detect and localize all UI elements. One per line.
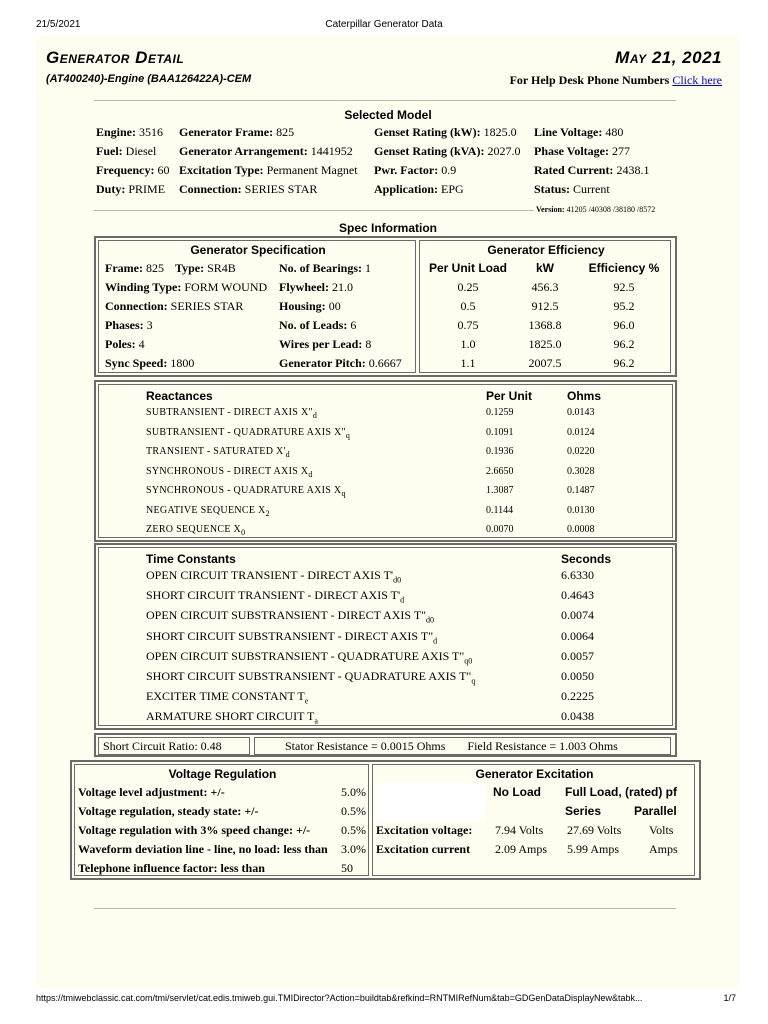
field-label: Frequency: [96,163,155,177]
field-value: 1 [365,261,371,275]
gen-eff-cell: 95.2 [613,299,635,313]
field-label: Application: [374,182,439,196]
time-constant-seconds: 0.0057 [561,648,594,663]
exc-col-full-load: Full Load, (rated) pf [565,785,677,799]
field-label: Genset Rating (kVA): [374,144,485,158]
time-constant-label: SHORT CIRCUIT TRANSIENT - DIRECT AXIS T' [146,588,401,603]
reactance-label: ZERO SEQUENCE X [146,524,242,535]
selected-model-field [374,144,520,159]
gen-spec-field [279,299,341,314]
reactance-subscript: d [312,411,318,420]
time-constant-subscript: q [471,676,476,686]
field-label: Poles: [105,337,136,351]
field-value: 2027.0 [487,144,521,158]
gen-spec-field [279,356,402,371]
gen-spec-heading: Generator Specification [190,243,326,257]
reactance-per-unit: 0.0070 [486,524,514,535]
time-constant-seconds: 6.6330 [561,568,594,582]
field-resistance: Field Resistance = 1.003 Ohms [467,739,618,753]
selected-model-field [534,144,630,159]
reactance-ohms: 0.0143 [567,407,595,418]
field-value: 8 [365,337,372,351]
time-constant-label: SHORT CIRCUIT SUBSTRANSIENT - DIRECT AXIS T" [146,628,434,643]
generator-spec-box [94,236,677,377]
time-constant-label: SHORT CIRCUIT SUBSTRANSIENT - QUADRATURE AXIS T" [146,669,472,683]
spec-info-heading: Spec Information [338,221,437,235]
field-label: Connection: [105,299,168,313]
gen-spec-field [105,280,267,295]
reactance-name [146,427,350,440]
time-constant-subscript: d0 [393,575,402,585]
voltage-regulation-value: 50 [341,861,353,875]
time-constant-seconds: 0.0064 [561,628,594,643]
reactance-name [146,524,245,537]
reactance-per-unit: 0.1259 [486,407,514,418]
gen-spec-field [175,261,236,276]
field-label: Phase Voltage: [534,144,609,158]
voltage-regulation-value: 5.0% [341,785,366,799]
print-page-number: 1/7 [723,993,736,1003]
excitation-series: 27.69 Volts [567,823,622,837]
reactance-ohms: 0.1487 [567,485,595,496]
selected-model-field [374,182,464,197]
reactance-name [146,466,313,479]
field-value: FORM WOUND [184,280,268,294]
field-value: 480 [605,125,624,139]
reactance-ohms: 0.0008 [567,524,595,535]
reactances-heading: Reactances [146,389,213,403]
generator-spec-panel [98,240,416,373]
field-label: Pwr. Factor: [374,163,439,177]
field-label: Type: [175,261,205,275]
selected-model-field [374,125,517,140]
reactance-ohms: 0.0130 [567,504,595,516]
browser-print-header [0,0,768,36]
time-constant-seconds: 0.0438 [561,709,594,724]
voltage-regulation-label: Telephone influence factor: less than [78,861,265,875]
gen-eff-col-header: kW [536,261,554,275]
selected-model-field [534,163,649,178]
reactance-subscript: 0 [241,528,246,537]
gen-eff-cell: 92.5 [613,280,635,294]
reactance-per-unit: 0.1936 [486,446,514,457]
excitation-row-label: Excitation voltage: [376,823,473,837]
field-value: 21.0 [332,280,353,294]
time-constant-seconds: 0.4643 [561,588,594,603]
field-value: 1800 [170,356,195,370]
exc-blank-cell [375,783,485,821]
divider-top [94,100,676,101]
time-constant-name [146,689,308,705]
excitation-no-load: 7.94 Volts [495,823,544,837]
reactance-name [146,485,346,498]
page-title: Generator Detail [46,48,185,67]
field-label: Frame: [105,261,143,275]
field-value: 6 [350,318,357,332]
print-url: https://tmiwebclassic.cat.com/tmi/servlet/cat.edis.tmiweb.gui.TMIDirector?Action=buildtab&refkind=RNTMIRefNum&tab=GDGenDataDisplayNew&tabk... [36,993,643,1003]
field-label: Line Voltage: [534,125,603,139]
field-label: Wires per Lead: [279,337,363,351]
generator-excitation-heading: Generator Excitation [475,767,594,781]
field-value: Diesel [125,144,157,158]
field-label: Housing: [279,299,326,313]
reactance-subscript: d [308,469,313,479]
field-label: Status: [534,182,571,196]
time-constant-subscript: e [304,696,309,706]
field-label: No. of Leads: [279,318,348,332]
voltage-regulation-label: Voltage regulation, steady state: +/- [78,804,259,818]
field-label: No. of Bearings: [279,261,362,275]
reactances-col-pu: Per Unit [486,389,533,403]
reactance-label: SUBTRANSIENT - DIRECT AXIS X" [146,407,313,418]
time-constant-seconds: 0.2225 [561,689,594,704]
report-date: May 21, 2021 [615,48,722,67]
reactance-label: SYNCHRONOUS - DIRECT AXIS X [146,465,309,477]
time-constant-subscript: q0 [464,656,473,666]
field-value: 0.6667 [368,356,402,370]
gen-eff-cell: 456.3 [531,280,559,294]
gen-eff-cell: 0.75 [457,318,479,332]
generator-efficiency-panel [419,240,671,373]
voltage-regulation-value: 3.0% [341,842,366,856]
help-desk-text: For Help Desk Phone Numbers [509,73,670,87]
time-constant-subscript: d [433,635,438,645]
field-value: 3 [146,318,153,332]
time-constant-subscript: a [314,716,318,726]
reactance-ohms: 0.0220 [567,446,595,457]
reactance-per-unit: 0.1144 [486,504,514,516]
gen-spec-field [105,356,194,371]
gen-spec-field [105,337,145,352]
gen-spec-field [105,299,243,314]
time-constant-label: ARMATURE SHORT CIRCUIT T [146,709,315,724]
field-value: SERIES STAR [170,299,244,313]
gen-spec-field [279,280,353,295]
gen-eff-cell: 96.2 [613,356,635,370]
voltage-regulation-heading: Voltage Regulation [168,767,277,781]
time-constant-subscript: d0 [426,615,435,625]
reactance-name [146,446,290,459]
field-label: Connection: [179,182,242,196]
gen-eff-cell: 912.5 [531,299,559,313]
field-label: Generator Frame: [179,125,274,139]
voltage-regulation-label: Waveform deviation line - line, no load: less than [78,842,328,856]
divider-bottom [94,908,676,909]
document-sheet [36,36,740,988]
field-label: Generator Arrangement: [179,144,308,158]
exc-col-parallel: Parallel [634,804,677,818]
divider-version [94,210,534,211]
reactance-per-unit: 2.6650 [486,465,514,477]
time-constant-label: OPEN CIRCUIT SUBSTRANSIENT - QUADRATURE AXIS T" [146,648,465,663]
excitation-row-label: Excitation current [376,842,471,856]
gen-eff-cell: 1.1 [460,356,476,370]
gen-eff-heading: Generator Efficiency [487,243,605,257]
selected-model-field [96,163,169,178]
reactance-label: NEGATIVE SEQUENCE X [146,504,266,516]
time-constant-name [146,709,318,725]
time-constants-panel [98,547,673,726]
field-label: Fuel: [96,144,123,158]
reactance-label: SUBTRANSIENT - QUADRATURE AXIS X" [146,426,346,438]
browser-print-footer [0,990,768,1024]
selected-model-field [374,163,456,178]
reactance-ohms: 0.3028 [567,465,595,477]
version-label: Version: [536,205,565,214]
time-constant-label: EXCITER TIME CONSTANT T [146,689,305,704]
field-label: Excitation Type: [179,163,264,177]
gen-eff-cell: 1368.8 [528,318,562,332]
field-label: Sync Speed: [105,356,168,370]
gen-eff-cell: 1825.0 [528,337,562,351]
version-line [536,205,655,214]
gen-spec-field [105,261,164,276]
field-value: SR4B [207,261,236,275]
voltage-regulation-label: Voltage level adjustment: +/- [78,785,225,799]
field-label: Phases: [105,318,144,332]
print-date: 21/5/2021 [36,19,81,30]
selected-model-heading: Selected Model [344,108,432,122]
field-label: Generator Pitch: [279,356,366,370]
page-subtitle: (AT400240)-Engine (BAA126422A)-CEM [46,73,252,85]
field-value: EPG [441,182,464,196]
time-constant-name [146,649,472,665]
time-constant-name [146,629,437,645]
gen-spec-field [279,261,371,276]
excitation-series: 5.99 Amps [567,842,620,856]
short-circuit-ratio: Short Circuit Ratio: 0.48 [98,737,250,755]
reactance-subscript: d [285,450,290,459]
help-desk-link[interactable]: Click here [672,73,722,87]
reactances-box [94,380,677,542]
regulation-excitation-box [70,760,701,880]
gen-eff-cell: 0.5 [460,299,476,313]
reactance-per-unit: 0.1091 [486,426,514,438]
reactance-subscript: q [341,489,346,498]
excitation-parallel: Volts [649,823,674,837]
field-label: Genset Rating (kW): [374,125,481,139]
time-constant-seconds: 0.0050 [561,669,594,683]
help-desk-line [510,73,722,88]
field-value: 0.9 [441,163,457,177]
exc-col-no-load: No Load [493,785,541,799]
time-constant-subscript: d [400,595,405,605]
field-label: Winding Type: [105,280,182,294]
exc-col-series: Series [565,804,602,818]
reactance-subscript: 2 [265,508,270,518]
voltage-regulation-value: 0.5% [341,823,366,837]
reactances-col-ohms: Ohms [567,389,602,403]
voltage-regulation-panel [74,764,369,876]
field-label: Engine: [96,125,137,139]
time-constant-seconds: 0.0074 [561,608,594,623]
gen-eff-cell: 96.0 [613,318,635,332]
reactance-ohms: 0.0124 [567,426,595,438]
field-value: PRIME [128,182,166,196]
excitation-no-load: 2.09 Amps [495,842,548,856]
reactance-name [146,407,317,420]
gen-eff-cell: 2007.5 [528,356,562,370]
reactance-name [146,505,270,518]
field-label: Flywheel: [279,280,329,294]
reactances-panel [98,384,673,538]
field-value: 00 [328,299,341,313]
gen-spec-field [279,337,371,352]
gen-spec-field [105,318,153,333]
field-value: Permanent Magnet [266,163,358,177]
field-value: 1441952 [310,144,353,158]
stator-resistance: Stator Resistance = 0.0015 Ohms [285,739,446,753]
field-value: 277 [612,144,630,158]
generator-excitation-panel [372,764,695,876]
field-value: 825 [145,261,164,275]
time-constants-heading: Time Constants [146,552,236,566]
time-constant-name [146,588,404,604]
selected-model-field [534,125,623,140]
field-value: 2438.1 [616,163,650,177]
resistance-values [254,737,671,755]
time-constants-col-seconds: Seconds [561,552,612,566]
time-constants-box [94,543,677,730]
excitation-parallel: Amps [649,842,678,856]
selected-model-field [179,125,294,140]
time-constant-name [146,608,434,624]
field-value: Current [573,182,610,196]
reactance-label: TRANSIENT - SATURATED X' [146,446,286,457]
gen-eff-col-header: Per Unit Load [428,261,507,275]
resistance-row [94,733,677,757]
time-constant-label: OPEN CIRCUIT TRANSIENT - DIRECT AXIS T' [146,568,394,582]
gen-eff-col-header: Efficiency % [588,261,660,275]
selected-model-field [179,144,353,159]
field-value: 825 [276,125,295,139]
voltage-regulation-value: 0.5% [341,804,366,818]
reactance-per-unit: 1.3087 [486,485,514,496]
selected-model-field [96,144,156,159]
field-value: 1825.0 [483,125,517,139]
field-value: 60 [157,163,170,177]
selected-model-field [179,182,317,197]
selected-model-field [179,163,358,178]
gen-eff-cell: 0.25 [457,280,479,294]
voltage-regulation-label: Voltage regulation with 3% speed change: +/- [78,823,311,837]
reactance-subscript: q [345,430,351,440]
reactance-label: SYNCHRONOUS - QUADRATURE AXIS X [146,485,342,496]
field-value: 4 [138,337,145,351]
print-title: Caterpillar Generator Data [325,19,443,30]
time-constant-name [146,568,401,584]
selected-model-field [534,182,610,197]
field-label: Rated Current: [534,163,614,177]
version-value: 41205 /40308 /38180 /8572 [566,205,656,214]
field-value: SERIES STAR [244,182,318,196]
selected-model-field [96,125,163,140]
selected-model-field [96,182,165,197]
gen-eff-cell: 96.2 [613,337,635,351]
time-constant-label: OPEN CIRCUIT SUBSTRANSIENT - DIRECT AXIS T" [146,608,427,623]
gen-spec-field [279,318,356,333]
time-constant-name [146,669,475,685]
gen-eff-cell: 1.0 [460,337,476,351]
field-label: Duty: [96,182,126,196]
field-value: 3516 [139,125,164,139]
